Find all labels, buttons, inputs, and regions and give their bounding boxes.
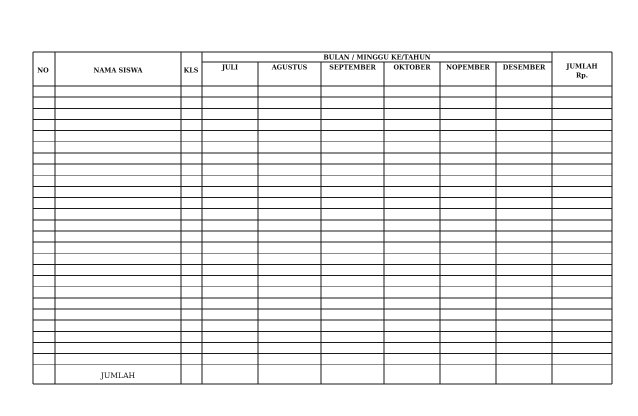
group-header-bulan-minggu: BULAN / MINGGU KE/TAHUN [323,53,431,62]
month-header-september: SEPTEMBER [329,63,376,72]
header-jumlah-rp: Rp. [575,71,589,80]
header-kls: KLS [183,66,199,75]
header-no: NO [37,66,49,75]
month-header-juli: JULI [221,63,239,72]
footer-jumlah: JUMLAH [100,371,136,380]
header-jumlah: JUMLAH [566,62,598,71]
header-nama-siswa: NAMA SISWA [93,66,143,75]
month-header-oktober: OKTOBER [393,63,431,72]
month-header-agustus: AGUSTUS [271,63,308,72]
table-grid [33,52,612,384]
month-header-desember: DESEMBER [502,63,546,72]
month-header-row [221,64,546,72]
month-header-nopember: NOPEMBER [446,63,490,72]
